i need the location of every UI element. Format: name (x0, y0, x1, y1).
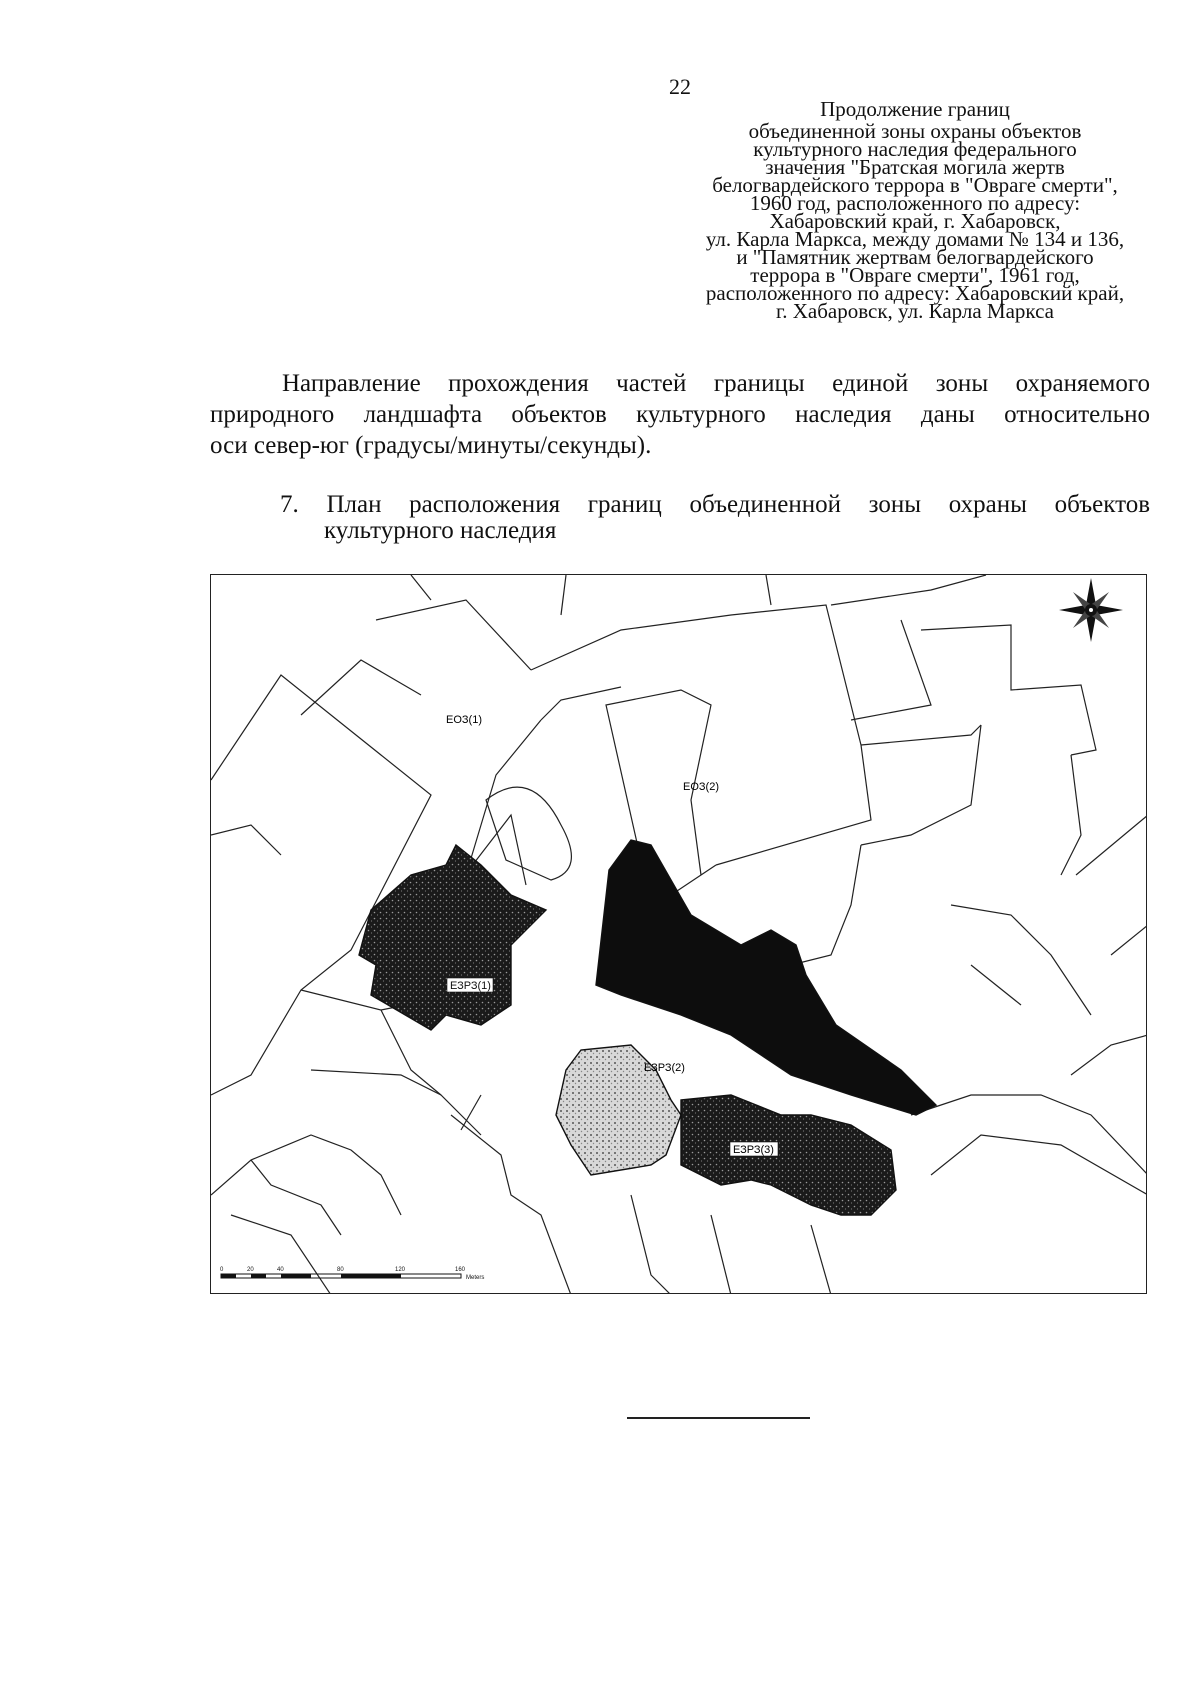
scale-tick-label: 160 (455, 1267, 466, 1273)
header-line: Хабаровский край, г. Хабаровск, (769, 209, 1061, 233)
header-line: террора в "Овраге смерти", 1961 год, (750, 263, 1080, 287)
scale-tick-label: 20 (247, 1267, 254, 1273)
header-line: значения "Братская могила жертв (765, 155, 1065, 179)
header-title: Продолжение границ (820, 97, 1010, 121)
header-line: объединенной зоны охраны объектов (748, 119, 1082, 143)
page-number: 22 (669, 74, 691, 99)
zone-ezrz1-area (359, 845, 546, 1030)
bottom-rule (627, 1417, 810, 1419)
scale-tick-label: 0 (220, 1267, 224, 1273)
zone-polygons (359, 840, 936, 1215)
boundary-plan-map (210, 574, 1147, 1294)
scale-unit-label: Meters (466, 1275, 485, 1281)
compass-rose-icon (1059, 578, 1123, 642)
zone-label-ezrz2: ЕЗРЗ(2) (644, 1062, 685, 1074)
scale-tick-label: 80 (337, 1267, 344, 1273)
zone-label-ezrz1: ЕЗРЗ(1) (450, 980, 491, 992)
header-line: белогвардейского террора в "Овраге смерти", (712, 173, 1118, 197)
section-heading-line: культурного наследия (324, 517, 557, 544)
zone-ezrz3-area (681, 1095, 896, 1215)
header-line: г. Хабаровск, ул. Карла Маркса (775, 299, 1054, 323)
map-drawing (211, 575, 1147, 1294)
zone-label-eoz1: ЕОЗ(1) (446, 714, 482, 726)
scale-tick-label: 120 (395, 1267, 406, 1273)
section-heading-line: 7. План расположения границ объединенной зоны охраны объектов (280, 491, 1150, 518)
header-block (650, 97, 1180, 323)
paragraph-line: оси север-юг (градусы/минуты/секунды). (210, 432, 652, 459)
scale-tick-label: 40 (277, 1267, 284, 1273)
scale-bar (220, 1267, 484, 1281)
body-paragraph (210, 368, 1150, 461)
header-line: расположенного по адресу: Хабаровский край, (705, 281, 1125, 305)
paragraph-line: природного ландшафта объектов культурного наследия даны относительно (210, 401, 1150, 428)
paragraph-line: Направление прохождения частей границы единой зоны охраняемого (282, 370, 1150, 397)
header-line: культурного наследия федерального (753, 137, 1077, 161)
zone-label-eoz2: ЕОЗ(2) (683, 781, 719, 793)
header-line: ул. Карла Маркса, между домами № 134 и 136, (705, 227, 1125, 251)
zone-label-ezrz3: ЕЗРЗ(3) (733, 1144, 774, 1156)
section-heading (280, 492, 1150, 544)
header-line: и "Памятник жертвам белогвардейского (736, 245, 1094, 269)
header-line: 1960 год, расположенного по адресу: (749, 191, 1081, 215)
